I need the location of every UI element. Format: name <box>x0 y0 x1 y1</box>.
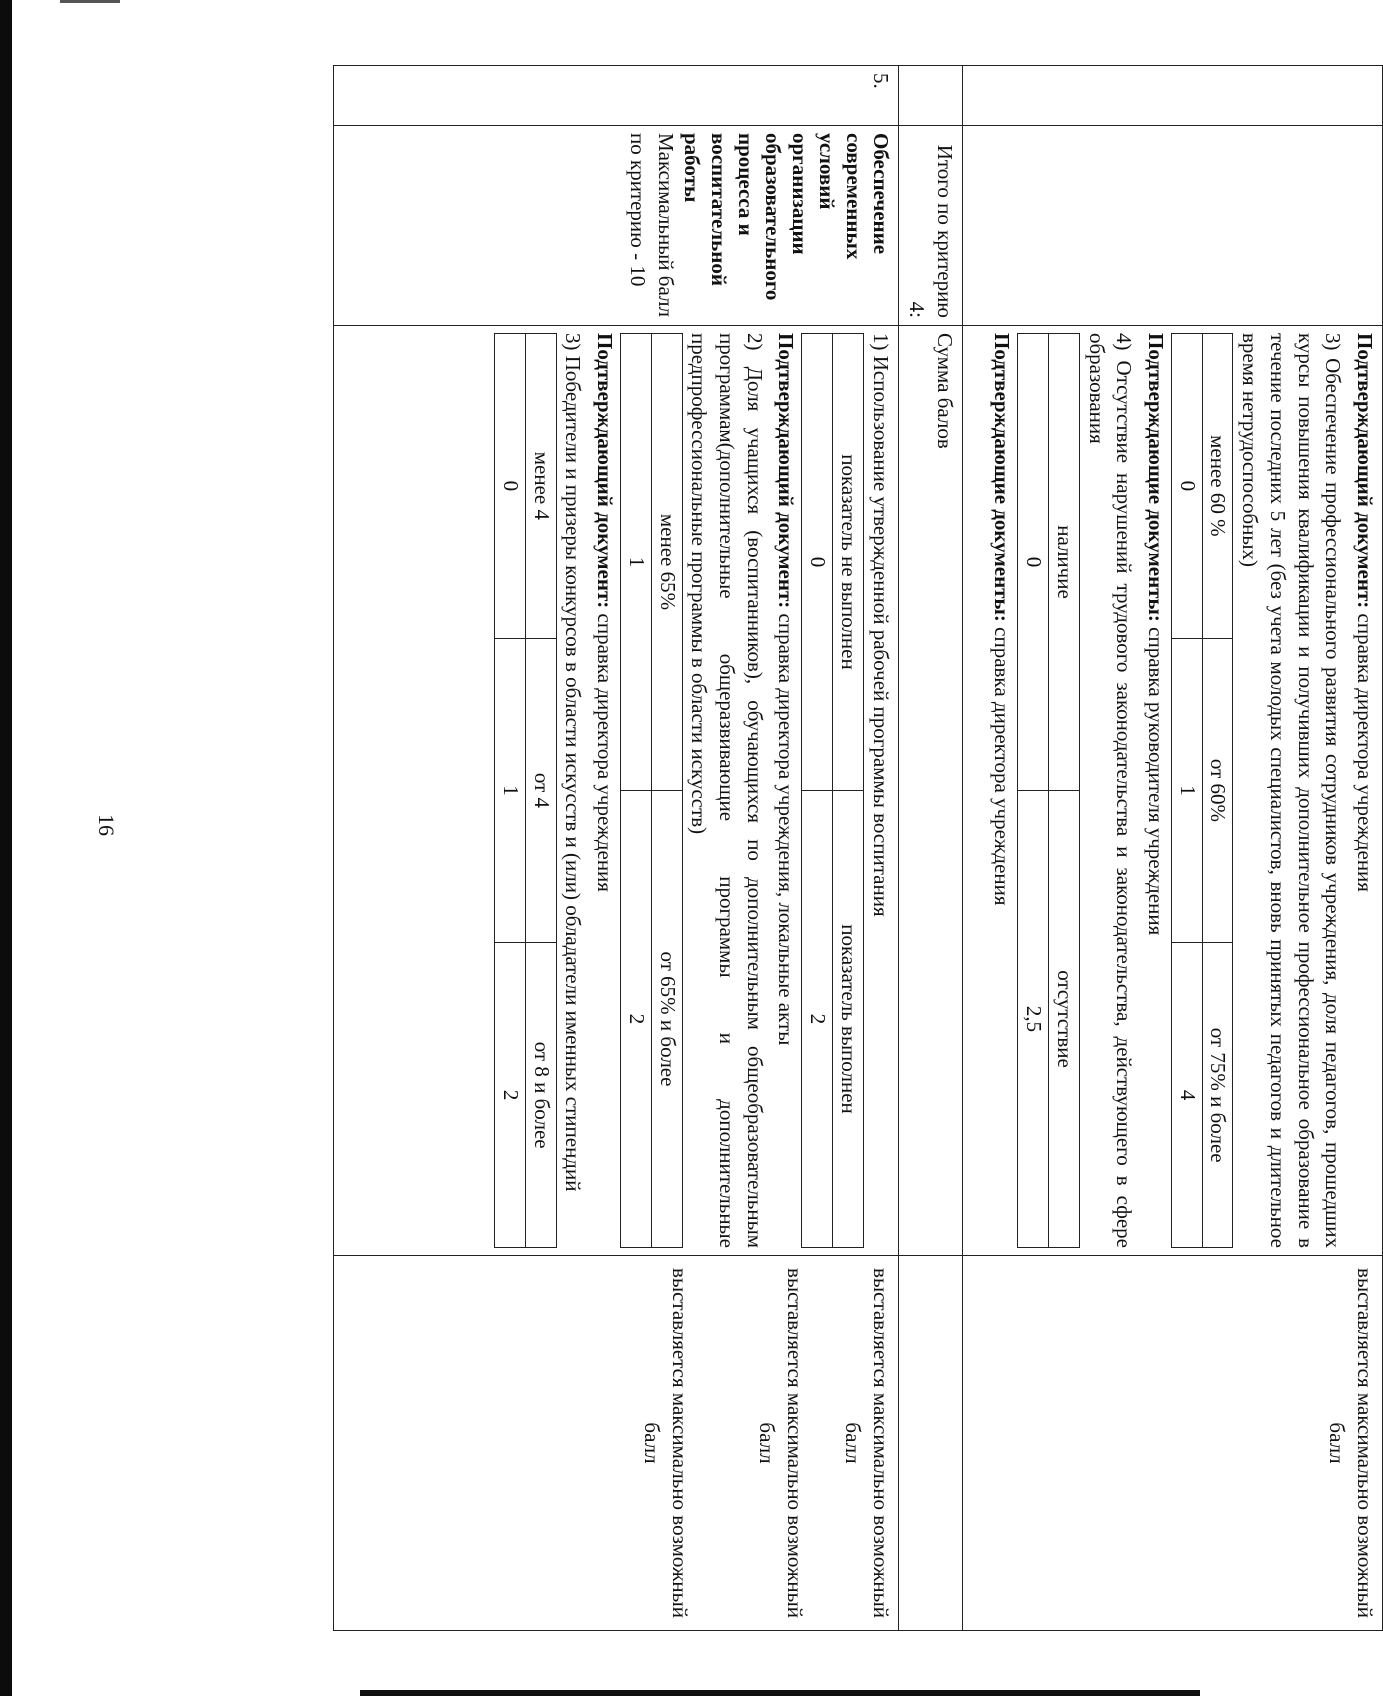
criterion-5-row <box>334 66 899 1631</box>
indicator-2-scale <box>620 333 682 1248</box>
scale-header: менее 60 % <box>1202 334 1233 639</box>
scale-value: 0 <box>802 334 833 791</box>
total-label: Итого по критерию 4: <box>898 126 962 326</box>
scale-header: показатель не выполнен <box>833 334 864 791</box>
note-cell <box>334 1256 899 1631</box>
doc-text: справка директора учреждения <box>593 608 618 892</box>
scale-value: 1 <box>495 638 526 943</box>
scale-value: 1 <box>1171 638 1202 943</box>
indicator-4-scale <box>1017 333 1079 1248</box>
note-text: выставляется максимально возможный балл <box>755 1268 808 1618</box>
doc-label: Подтверждающий документ: <box>1353 333 1377 609</box>
doc-line <box>1141 333 1169 1248</box>
criterion-name: Обеспечение современных условий организации образовательного процесса и воспитательной работы <box>680 133 893 301</box>
indicator-2-text: 2) Доля учащихся (воспитанников), обучающихся по дополнительным общеобразовательным программам(дополнительные общеразвивающие программы и дополнительные предпрофессиональные программы в области искусств) <box>687 333 767 1248</box>
doc-label: Подтверждающий документ: <box>593 333 618 609</box>
doc-line <box>772 333 800 1248</box>
scale-header: наличие <box>1049 334 1080 791</box>
scale-value: 2 <box>802 791 833 1248</box>
criterion-max: Максимальный балл по критерию - 10 <box>625 133 678 317</box>
doc-text: справка директора учреждения <box>990 621 1015 906</box>
indicator-3-scale <box>1171 333 1233 1248</box>
scale-value: 2,5 <box>1018 791 1049 1248</box>
indicator-3-text: 3) Победители и призеры конкурсов в области искусств и (или) обладатели именных стипендий <box>561 333 586 1192</box>
indicator-1-scale <box>801 333 863 1248</box>
criteria-table <box>333 65 1383 1631</box>
scan-edge-left <box>0 0 12 1696</box>
doc-text: справка руководителя учреждения <box>1143 621 1168 936</box>
criterion-cell <box>334 126 899 326</box>
scale-header: показатель выполнен <box>833 791 864 1248</box>
indicator-4-text: 4) Отсутствие нарушений трудового законодательства и законодательства, действующего в сфере образования <box>1084 333 1137 1248</box>
scale-header: от 65% и более <box>651 791 682 1248</box>
doc-label: Подтверждающие документы: <box>1143 333 1168 622</box>
criterion-4-row <box>963 66 1383 1631</box>
indicators-cell <box>334 326 899 1256</box>
scale-value: 0 <box>1018 334 1049 791</box>
scale-value: 2 <box>621 791 652 1248</box>
scale-value: 2 <box>495 943 526 1248</box>
doc-line <box>988 333 1016 1248</box>
note-text: выставляется максимально возможный балл <box>840 1268 893 1618</box>
num-cell <box>898 66 962 126</box>
doc-line <box>590 333 618 1248</box>
scale-value: 0 <box>495 334 526 639</box>
doc-line <box>1350 333 1378 1248</box>
note-text: выставляется максимально возможный балл <box>639 1268 692 1618</box>
doc-text: справка директора учреждения, локальные акты <box>774 608 799 1046</box>
scale-value: 1 <box>621 334 652 791</box>
indicator-3-scale <box>494 333 556 1248</box>
scale-value: 0 <box>1171 334 1202 639</box>
scale-header: менее 65% <box>651 334 682 791</box>
doc-label: Подтверждающий документ: <box>774 333 799 609</box>
scale-header: от 60% <box>1202 638 1233 943</box>
indicator-1-text: 1) Использование утвержденной рабочей программы воспитания <box>868 333 893 917</box>
note-cell <box>898 1256 962 1631</box>
scan-mark <box>60 0 120 3</box>
scale-header: менее 4 <box>525 334 556 639</box>
scale-header: от 8 и более <box>525 943 556 1248</box>
scale-header: от 4 <box>525 638 556 943</box>
total-sum: Сумма балов <box>898 326 962 1256</box>
scale-header: от 75% и более <box>1202 943 1233 1248</box>
doc-label: Подтверждающие документы: <box>990 333 1015 622</box>
note-cell <box>963 1256 1383 1631</box>
total-row <box>898 66 962 1631</box>
indicator-3-text: 3) Обеспечение профессионального развития сотрудников учреждения, доля педагогов, прошедших курсы повышения квалификации и получивших дополнительное профессиональное образование в течение последних 5 лет (без учета молодых специалистов, вновь принятых педагогов и длительное время нетрудоспособных) <box>1238 333 1346 1248</box>
criterion-cell <box>963 126 1383 326</box>
indicators-cell <box>963 326 1383 1256</box>
note-text: выставляется максимально возможный балл <box>1325 1268 1377 1618</box>
scale-header: отсутствие <box>1049 791 1080 1248</box>
criterion-number: 5. <box>334 66 899 126</box>
doc-text: справка директора учреждения <box>1353 608 1377 892</box>
scale-value: 4 <box>1171 943 1202 1248</box>
page-number: 16 <box>94 814 119 836</box>
num-cell <box>963 66 1383 126</box>
scan-edge-bottom <box>360 1690 1200 1696</box>
